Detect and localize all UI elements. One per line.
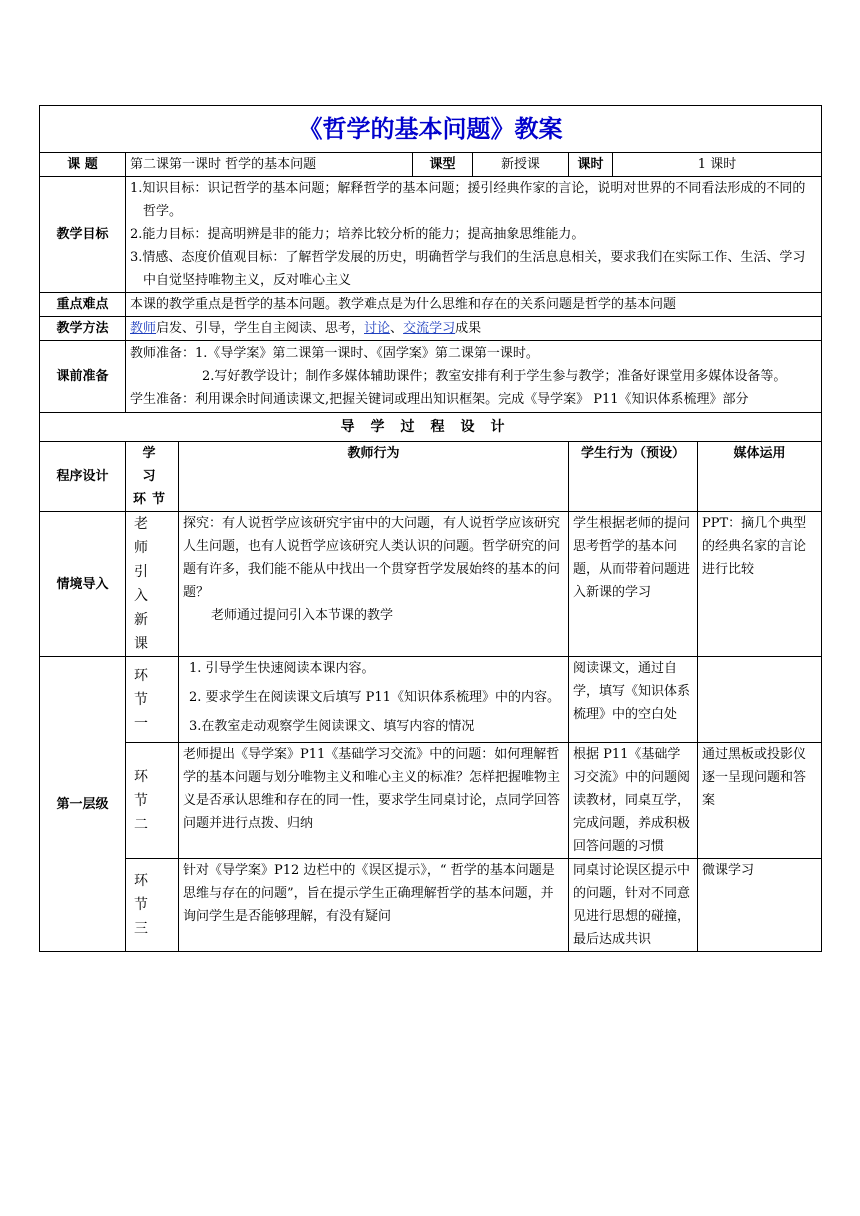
level1-teacher-3: 针对《导学案》P12 边栏中的《误区提示》，“ 哲学的基本问题是思维与存在的问题”，旨在提示学生正确理解哲学的基本问题，并询问学生是否能够理解，有没有疑问 bbox=[179, 859, 569, 952]
goal-item: 2.能力目标：提高明辨是非的能力；培养比较分析的能力；提高抽象思维能力。 bbox=[130, 227, 585, 242]
hours-value: 1 课时 bbox=[613, 153, 822, 177]
col-program: 程序设计 bbox=[40, 442, 126, 512]
level1-row-2 bbox=[40, 743, 822, 859]
intro-media: PPT：摘几个典型的经典名家的言论进行比较 bbox=[698, 512, 822, 657]
methods-text-part: 启发、引导，学生自主阅读、思考， bbox=[156, 321, 365, 336]
goals-row bbox=[40, 177, 822, 293]
link-teacher[interactable]: 教师 bbox=[130, 321, 157, 336]
col-media: 媒体运用 bbox=[698, 442, 822, 512]
level1-student-1: 阅读课文，通过自学，填写《知识体系梳理》中的空白处 bbox=[569, 657, 698, 743]
col-stage: 学 习 环节 bbox=[126, 442, 179, 512]
lesson-plan-document bbox=[39, 105, 821, 952]
goal-item: 1.知识目标：识记哲学的基本问题；解释哲学的基本问题；援引经典作家的言论，说明对世界的不同看法形成的不同的哲学。 bbox=[130, 181, 806, 219]
info-row bbox=[40, 153, 822, 177]
level1-media-1 bbox=[698, 657, 822, 743]
teacher-prep-1: 教师准备：1.《导学案》第二课第一课时、《固学案》第二课第一课时。 bbox=[130, 346, 539, 361]
level1-stage-2: 环 节 二 bbox=[126, 743, 179, 859]
topic-label: 课 题 bbox=[40, 153, 126, 177]
topic-value: 第二课第一课时 哲学的基本问题 bbox=[126, 153, 413, 177]
intro-teacher-text: 探究：有人说哲学应该研究宇宙中的大问题，有人说哲学应该研究人生问题，也有人说哲学应该研究人类认识的问题。哲学研究的问题有许多，我们能不能从中找出一个贯穿哲学发展始终的基本的问题？ bbox=[183, 516, 561, 600]
intro-teacher-note: 老师通过提问引入本节课的教学 bbox=[211, 608, 394, 623]
title-row bbox=[40, 106, 822, 153]
methods-text-part: 、 bbox=[390, 321, 404, 336]
process-heading-row bbox=[40, 413, 822, 442]
level1-teacher-1 bbox=[179, 657, 569, 743]
level1-media-2: 通过黑板或投影仪逐一呈现问题和答案 bbox=[698, 743, 822, 859]
step-item: 3.在教室走动观察学生阅读课文、填写内容的情况 bbox=[189, 719, 475, 734]
key-points-label: 重点难点 bbox=[40, 293, 126, 317]
level1-program: 第一层级 bbox=[40, 657, 126, 952]
type-label: 课型 bbox=[413, 153, 473, 177]
methods-label: 教学方法 bbox=[40, 317, 126, 341]
process-heading: 导学过程设计 bbox=[340, 419, 521, 435]
level1-student-3: 同桌讨论误区提示中的问题，针对不同意见进行思想的碰撞，最后达成共识 bbox=[569, 859, 698, 952]
intro-teacher bbox=[179, 512, 569, 657]
student-prep: 学生准备：利用课余时间通读课文,把握关键词或理出知识框架。完成《导学案》 P11《知识体系梳理》部分 bbox=[130, 392, 749, 407]
methods-text bbox=[126, 317, 822, 341]
methods-row bbox=[40, 317, 822, 341]
level1-teacher-2: 老师提出《导学案》P11《基础学习交流》中的问题：如何理解哲学的基本问题与划分唯物主义和唯心主义的标准？怎样把握唯物主义是否承认思维和存在的同一性，要求学生同桌讨论，点同学回答问题并进行点拨、归纳 bbox=[179, 743, 569, 859]
key-points-text: 本课的教学重点是哲学的基本问题。教学难点是为什么思维和存在的关系问题是哲学的基本问题 bbox=[126, 293, 822, 317]
level1-student-2: 根据 P11《基础学习交流》中的问题阅读教材，同桌互学，完成问题，养成积极回答问题的习惯 bbox=[569, 743, 698, 859]
step-item: 2. 要求学生在阅读课文后填写 P11《知识体系梳理》中的内容。 bbox=[189, 690, 560, 705]
page-title: 《哲学的基本问题》教案 bbox=[40, 106, 822, 153]
level1-stage-1: 环 节 一 bbox=[126, 657, 179, 743]
level1-row-1 bbox=[40, 657, 822, 743]
level1-stage-3: 环 节 三 bbox=[126, 859, 179, 952]
prep-content bbox=[126, 341, 822, 413]
col-student: 学生行为（预设） bbox=[569, 442, 698, 512]
intro-stage: 老 师 引 入 新课 bbox=[126, 512, 179, 657]
link-exchange-learning[interactable]: 交流学习 bbox=[403, 321, 456, 336]
teacher-prep-2: 2.写好教学设计；制作多媒体辅助课件；教室安排有利于学生参与教学；准备好课堂用多媒体设备等。 bbox=[202, 369, 787, 384]
key-points-row bbox=[40, 293, 822, 317]
intro-program: 情境导入 bbox=[40, 512, 126, 657]
prep-label: 课前准备 bbox=[40, 341, 126, 413]
type-value: 新授课 bbox=[473, 153, 569, 177]
methods-text-part: 成果 bbox=[455, 321, 482, 336]
step-item: 1. 引导学生快速阅读本课内容。 bbox=[189, 661, 375, 676]
level1-row-3 bbox=[40, 859, 822, 952]
goals-content bbox=[126, 177, 822, 293]
intro-row bbox=[40, 512, 822, 657]
intro-student: 学生根据老师的提问思考哲学的基本问题，从而带着问题进入新课的学习 bbox=[569, 512, 698, 657]
lesson-plan-table bbox=[39, 105, 822, 952]
level1-media-3: 微课学习 bbox=[698, 859, 822, 952]
process-header-row bbox=[40, 442, 822, 512]
link-discussion[interactable]: 讨论 bbox=[364, 321, 391, 336]
goal-item: 3.情感、态度价值观目标：了解哲学发展的历史，明确哲学与我们的生活息息相关，要求我们在实际工作、生活、学习中自觉坚持唯物主义，反对唯心主义 bbox=[130, 250, 806, 288]
hours-label: 课时 bbox=[569, 153, 613, 177]
goals-label: 教学目标 bbox=[40, 177, 126, 293]
col-teacher: 教师行为 bbox=[179, 442, 569, 512]
prep-row bbox=[40, 341, 822, 413]
